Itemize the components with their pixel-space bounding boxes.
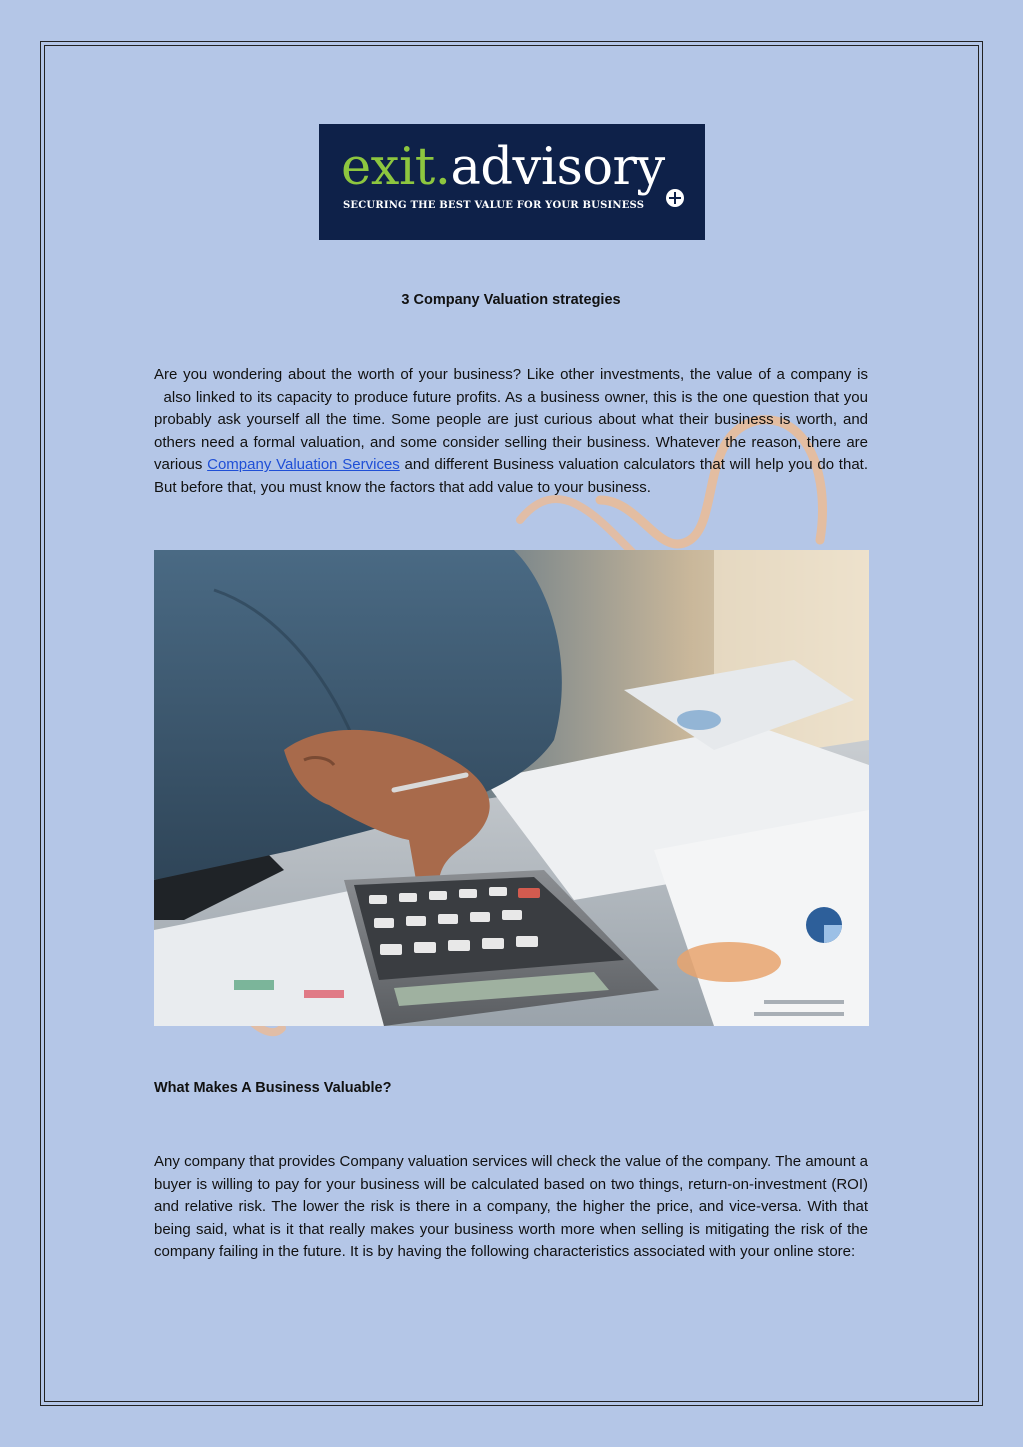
section-paragraph: Any company that provides Company valuation services will check the value of the company. The amount a buyer is willing to pay for your business will be calculated based on two things, return-on-investment (ROI) and relative risk. The lower the risk is there in a company, the higher the price, and vice-versa. With that being said, what is it that really makes your business worth more when selling is mitigating the risk of the company failing in the future. It is by having the following characteristics associated with your online store: [154, 1153, 868, 1261]
logo-wordmark [341, 138, 665, 198]
company-logo [319, 124, 705, 240]
intro-paragraph [154, 364, 868, 500]
logo-plus-icon [666, 189, 684, 207]
intro-text-start: Are you wondering about the worth of your business? Like other investments, the value of a company is also linked to its capacity to produce future profits. As a business owner, this is the one question that you probably ask yourself all the time. Some people are just curious about what their business is worth, and others need a formal valuation, and some consider selling their business. Whatever the reason, there are various [154, 366, 868, 474]
logo-tagline: SECURING THE BEST VALUE FOR YOUR BUSINESS [343, 200, 645, 211]
section-heading: What Makes A Business Valuable? [154, 1080, 392, 1096]
intro-text-end: and different Business valuation calculators that will help you do that. But before that, you must know the factors that add value to your business. [154, 456, 868, 496]
logo-word-exit: exit. [341, 138, 451, 197]
company-valuation-services-link[interactable]: Company Valuation Services [207, 456, 400, 474]
logo-word-advisory: advisory [450, 138, 665, 197]
article-title: 3 Company Valuation strategies [401, 292, 621, 308]
calculator-photo-illustration [154, 550, 869, 1026]
hero-image-calculator [154, 550, 869, 1026]
